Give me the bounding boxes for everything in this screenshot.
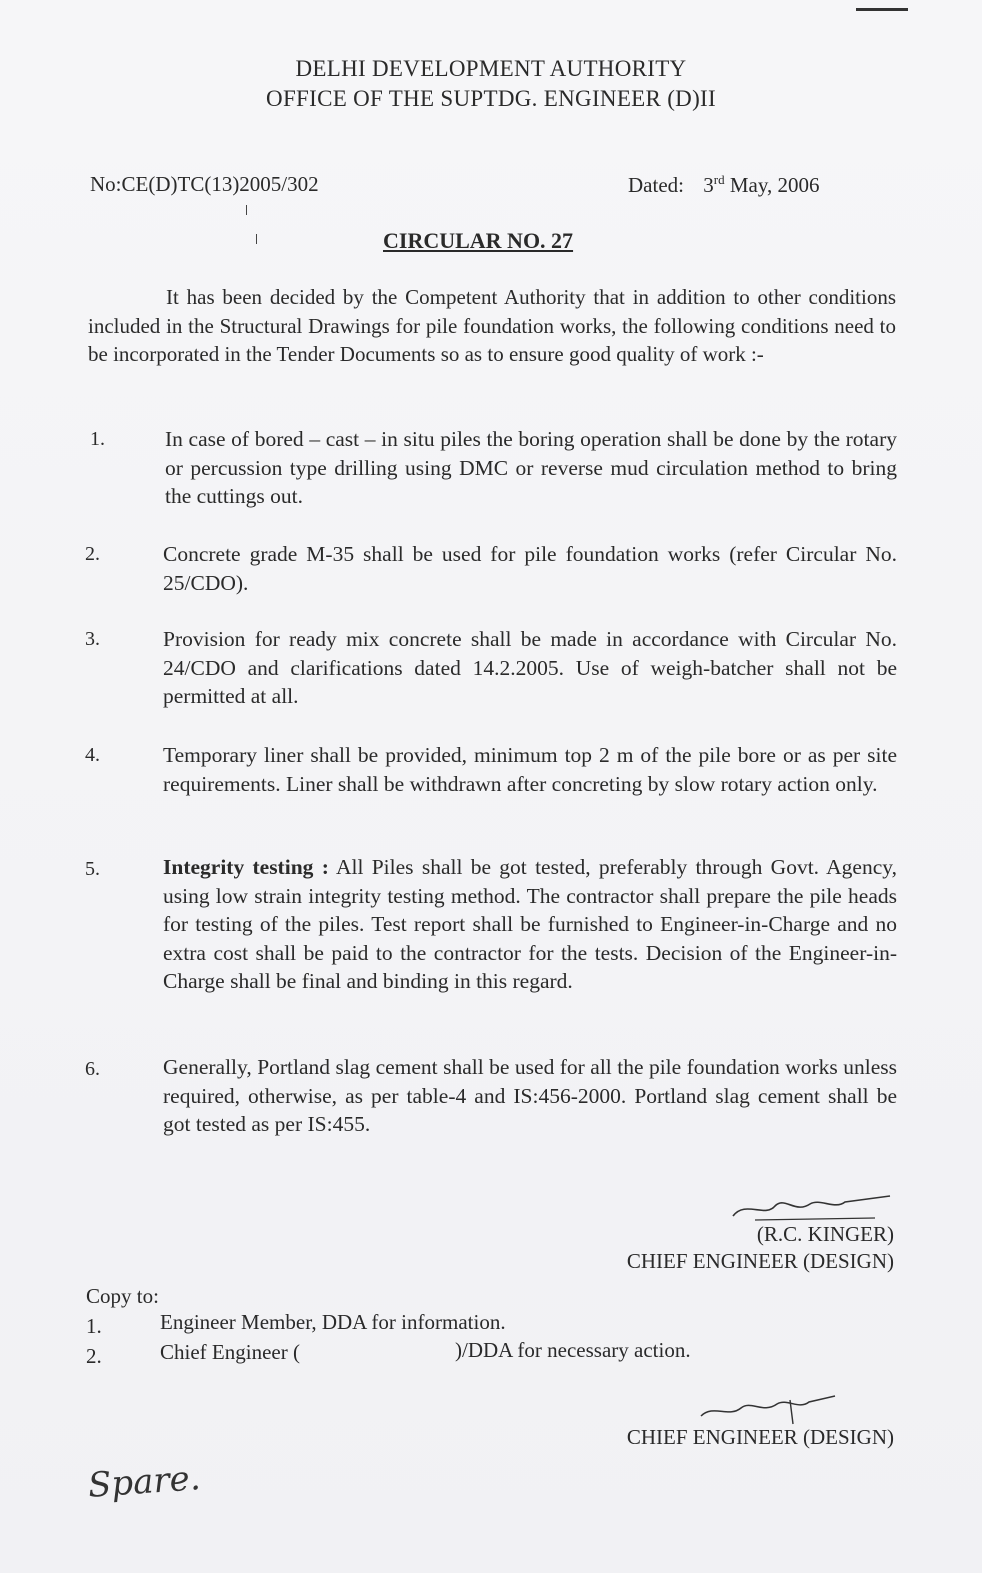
reference-number: No:CE(D)TC(13)2005/302 [90, 172, 319, 196]
copy-number: 1. [86, 1314, 102, 1338]
item-number: 4. [85, 744, 100, 766]
item-number: 3. [85, 628, 100, 650]
list-item-5 [163, 853, 897, 996]
date-rest: May, 2006 [729, 173, 820, 197]
tick-mark [256, 234, 257, 244]
date-prefix: Dated: [628, 173, 684, 197]
item-text: All Piles shall be got tested, preferably through Govt. Agency, using low strain integrity testing method. The contractor shall prepare the pile heads for testing of the piles. Test report shall be furnished to Engineer-in-Charge and no extra cost shall be paid to the contractor for the tests. Decision of the Engineer-in-Charge shall be final and binding in this regard. [163, 855, 897, 993]
handwritten-note: Spare. [86, 1458, 202, 1506]
office-heading: OFFICE OF THE SUPTDG. ENGINEER (D)II [266, 86, 716, 111]
intro-paragraph: It has been decided by the Competent Authority that in addition to other conditions included in the Structural Drawings for pile foundation works, the following conditions need to be incorporated in the Tender Documents so as to ensure good quality of work :- [88, 285, 896, 366]
item-number: 6. [85, 1058, 100, 1080]
date-day: 3 [703, 173, 714, 197]
list-item-2: Concrete grade M-35 shall be used for pile foundation works (refer Circular No. 25/CDO). [163, 542, 897, 595]
copy-to-label: Copy to: [86, 1284, 159, 1308]
copy-entry-1: Engineer Member, DDA for information. [160, 1310, 506, 1334]
list-item-4: Temporary liner shall be provided, minimum top 2 m of the pile bore or as per site requirements. Liner shall be withdrawn after concreting by slow rotary action only. [163, 743, 897, 796]
item-lead: Integrity testing : [163, 855, 329, 879]
signature-scribble [695, 1390, 845, 1426]
list-item-3: Provision for ready mix concrete shall be made in accordance with Circular No. 24/CDO and clarifications dated 14.2.2005. Use of weigh-batcher shall not be permitted at all. [163, 627, 897, 708]
tick-mark [246, 205, 247, 215]
scan-mark [856, 8, 908, 11]
item-number: 1. [90, 428, 105, 450]
date-suffix: rd [713, 172, 725, 187]
list-item-1: In case of bored – cast – in situ piles the boring operation shall be done by the rotary or percussion type drilling using DMC or reverse mud circulation method to bring the cuttings out. [165, 427, 897, 508]
second-signatory-designation: CHIEF ENGINEER (DESIGN) [626, 1425, 894, 1449]
item-number: 5. [85, 858, 100, 880]
circular-title: CIRCULAR NO. 27 [383, 228, 574, 253]
date-line [628, 172, 819, 198]
copy-number: 2. [86, 1344, 102, 1368]
list-item-6: Generally, Portland slag cement shall be used for all the pile foundation works unless required, otherwise, as per table-4 and IS:456-2000. Portland slag cement shall be got tested as per IS:455. [163, 1055, 897, 1136]
copy-entry-2: Chief Engineer ( [160, 1340, 300, 1364]
org-heading: DELHI DEVELOPMENT AUTHORITY [295, 56, 687, 81]
signatory-designation: CHIEF ENGINEER (DESIGN) [626, 1249, 894, 1273]
signatory-name: (R.C. KINGER) [756, 1222, 894, 1246]
copy-entry-2-end: )/DDA for necessary action. [455, 1338, 691, 1362]
item-number: 2. [85, 543, 100, 565]
